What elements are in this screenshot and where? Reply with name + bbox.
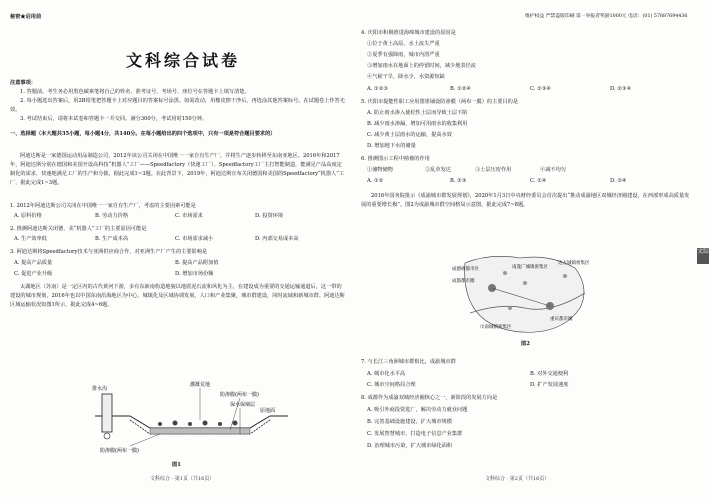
fig2-label-4: 南遂广城镇密集区 <box>512 265 548 270</box>
notice-item-3: 3. 考试结束后，请将本试卷和答题卡一并交回。满分300分，考试用时150分钟。 <box>20 116 208 122</box>
q6-item-4: ④减不均匀 <box>540 167 566 173</box>
q6-item-2: ②乱草发达 <box>425 167 451 173</box>
q8-option-c: C. 发展智慧城市，打造电子信息产业集群 <box>367 431 463 437</box>
q6-item-3: ③土层压密作用 <box>475 167 512 173</box>
passage-2: 太湖地区（苏南）是一定区内的古代黄河下游，多有东新南构造地貌以地震泥石流和风化为主，在建设成为重要的交通运输通道后，这一带的建设的城市规划，2016年也以中国东南沿海地区为中心，城镇化及区域协调发展，人口和产业集聚，城市群建设，同时流域和新城市群。阿迪达斯区域运输状况如图1所示，据此完成4~6题。 <box>10 284 345 308</box>
q8-option-a: A. 吸引外商投资进厂，解决劳动力就业问题 <box>367 407 468 413</box>
question-7: 7. 与长江三角洲城市群相比，成渝城市群 <box>361 359 456 365</box>
subject-side-tab: 文综 <box>697 248 709 264</box>
question-6: 6. 推测图示工程中植被的作用 <box>361 156 430 162</box>
q4-item-4: ④气候干旱，降水少，水资源短缺 <box>367 74 445 80</box>
q4-item-1: ①位于黄土高原，水土流失严重 <box>367 41 440 47</box>
drain-structure <box>102 394 112 432</box>
q3-option-a: A. 提高产品质量 <box>14 260 53 266</box>
q3-option-b: B. 提高产品附加值 <box>175 260 219 266</box>
q2-option-a: A. 生产效率低 <box>14 236 47 242</box>
q1-option-b: B. 劳动力价格 <box>95 213 129 219</box>
fig1-label-2: 保水保墒层 <box>230 402 256 408</box>
q4-item-3: ③增加雨水在地面上的停留时间，减少地表径流 <box>367 63 476 69</box>
q7-option-d: D. 扩产发展速度 <box>530 382 569 388</box>
q4-option-b: B. ①②④ <box>450 86 472 92</box>
fig1-label-5: 原地面 <box>260 408 276 414</box>
q2-option-c: C. 市场需求减小 <box>175 236 214 242</box>
q4-item-2: ②夏季有强降雨，城市内涝严重 <box>367 52 440 58</box>
right-column <box>355 0 695 502</box>
q7-option-a: A. 城市化水平高 <box>367 371 406 377</box>
question-1: 1. 2012年阿迪达斯公司关闭在中国唯一一家自有生产厂，考虑的主要因素可能是 <box>10 203 196 209</box>
q5-option-a: A. 防止雨水渗入使松性土层而导致土层下陷 <box>367 110 468 116</box>
q7-option-b: B. 对外交通便利 <box>530 371 569 377</box>
q1-option-c: C. 市场需求 <box>175 213 203 219</box>
fig2-label-5: 达万城镇密集区 <box>558 261 590 266</box>
q4-option-a: A. ①②③ <box>367 86 388 92</box>
fig1-label-0: 灌溉荒地 <box>190 382 211 388</box>
question-5: 5. 庆阳市提能性职工应用图墨铺设防渗膜（两布一膜）的主要目的是 <box>361 99 519 105</box>
fig2-label-1: 成都都市圈 <box>452 279 475 284</box>
left-column <box>0 0 352 502</box>
passage-3: 2016年国务院批示《成渝城市群发展规划》，2020年1月3日中央财经委员会首次提出“推动成渝地区双城经济圈建设，在西部形成高质量发展的重要增长极”。图2为成渝城市群空间格局示意图。据此完成7~8题。 <box>361 193 690 208</box>
q3-option-c: C. 促进产业升级 <box>14 271 53 277</box>
q6-option-d: D. ③④ <box>610 178 627 184</box>
q5-option-c: C. 减少黄土层雨水的运输，提高水效 <box>367 132 452 138</box>
question-4: 4. 庆阳市积极推进海绵城市建设的原因是 <box>361 30 456 36</box>
fig1-label-4: 排水沟 <box>92 386 108 392</box>
q8-option-b: B. 完善基础设施建设，扩大城市规模 <box>367 419 452 425</box>
figure-1-caption: 图1 <box>172 462 181 468</box>
fig1-label-3: 防渗膜(两布一膜) <box>100 448 139 454</box>
q5-option-d: D. 增加地下水的储量 <box>367 143 416 149</box>
figure-2-caption: 图2 <box>521 341 530 347</box>
top-right-banner: 维护权益 严禁盗版印刷 第一举报者奖励1000元 电话：(01) 57887694436 <box>525 14 688 19</box>
q6-item-1: ①储物储物 <box>367 167 393 173</box>
q4-option-d: D. ②③④ <box>610 86 632 92</box>
q2-option-d: D. 内部交易成本高 <box>255 236 299 242</box>
fig2-label-3: 重庆都市圈 <box>550 317 573 322</box>
notice-item-1: 1. 答题前，考生务必用黑色碳素笔将自己的姓名、准考证号、考场号、座位号在答题卡上填写清楚。 <box>20 89 250 95</box>
q4-option-c: C. ①③④ <box>530 86 552 92</box>
question-8: 8. 成都作为成渝双城经济圈核心之一，新阶段的发展方向是 <box>361 395 498 401</box>
secret-label: 秘密★启用前 <box>10 14 42 20</box>
figure-2-map <box>450 248 600 338</box>
exam-title: 文科综合试卷 <box>126 51 241 70</box>
footer-right: 文科综合 · 第2页（共16页） <box>485 476 550 482</box>
retention-layer <box>150 428 250 434</box>
footer-left: 文科综合 · 第1页（共16页） <box>150 476 215 482</box>
q6-option-a: A. ①② <box>367 178 384 184</box>
q6-option-c: C. ①④ <box>530 178 547 184</box>
q1-option-a: A. 原料价格 <box>14 213 42 219</box>
q1-option-d: D. 投资环境 <box>255 213 284 219</box>
q3-option-d: D. 增加市场份额 <box>175 271 214 277</box>
fig1-label-1: 防渗膜(两布一膜) <box>220 392 259 398</box>
figure-1-diagram <box>90 376 290 456</box>
q5-option-b: B. 减少雨水渗漏，增加可用雨水的收集利用 <box>367 121 468 127</box>
q8-option-d: D. 治理城市污染，扩大城市绿化面积 <box>367 443 453 449</box>
fig2-label-0: 成德绵都市区 <box>452 267 479 272</box>
section1-heading: 一、选择题（本大题共35小题，每小题4分，共140分。在每小题给出的四个选项中，只有一项是符合题目要求的） <box>10 131 276 137</box>
notice-item-2: 2. 每小题选出答案后，用2B铅笔把答题卡上对应题目的答案标号涂黑。如需改动，用橡皮擦干净后，再选涂其他答案标号。在试题卷上作答无效。 <box>10 98 345 113</box>
passage-1: 阿迪达斯是一家德国运动用品制造公司，2012年该公司关闭在中国唯一一家自有生产厂，并将生产逐步转移至东南亚地区。2016年和2017年，阿迪达斯分别在德国和美国开设高科技“机器人”工厂——Speedfactory（快速工厂）。Speedfactory工厂主打智能制造，能满足产品高度定制化的需求，快速地满足工厂的生产和分拨，据此完成1~3题。在此背景下，2019年，阿迪达斯宣布关闭德国和美国的Speedfactory“机器人”工厂，据此完成1~3题。 <box>10 153 345 186</box>
question-3: 3. 阿迪达斯将Speedfactory技术与亚洲供应商合作，对亚洲生产厂产生的主要影响是 <box>10 249 208 255</box>
fig2-label-2: 川南城镇密集区 <box>480 325 512 330</box>
q6-option-b: B. ②③ <box>450 178 467 184</box>
q2-option-b: B. 生产成本高 <box>95 236 129 242</box>
question-2: 2. 推测阿迪达斯关闭德、美“机器人”工厂的主要原因可能是 <box>10 226 147 232</box>
q7-option-c: C. 城市空间格局合理 <box>367 382 416 388</box>
notice-heading: 注意事项： <box>10 80 36 86</box>
